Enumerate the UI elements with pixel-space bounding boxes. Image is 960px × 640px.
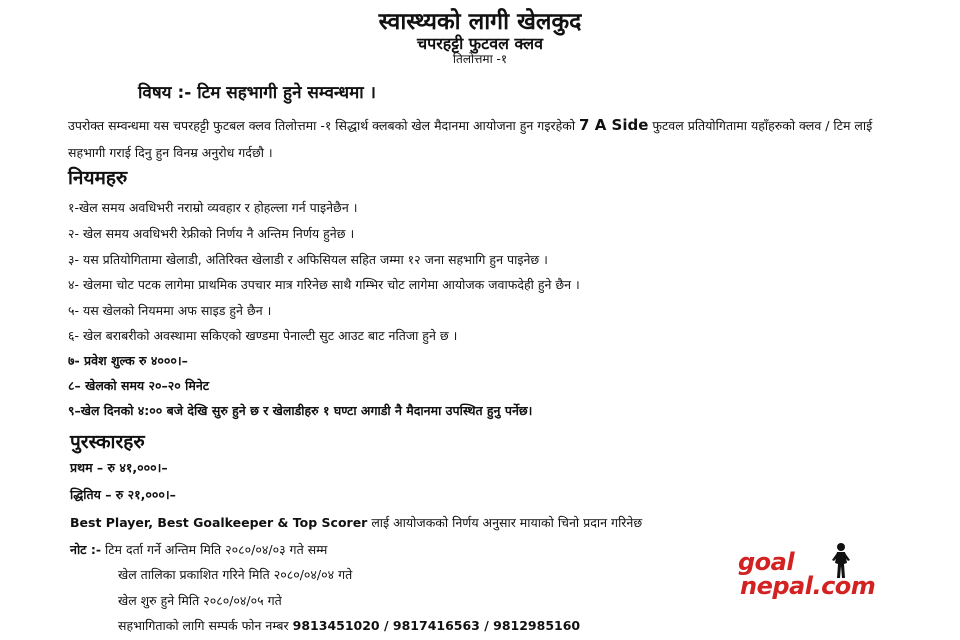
rule-item: ३- यस प्रतियोगितामा खेलाडी, अतिरिक्त खेलाडी र अफिसियल सहित जम्मा १२ जना सहभागि हुन पाइनेछ । [68, 252, 548, 267]
awards-line [70, 514, 642, 531]
rule-item: ९–खेल दिनको ४:०० बजे देखि सुरु हुने छ र खेलाडीहरु १ घण्टा अगाडी नै मैदानमा उपस्थित हुनु पर्नेछ। [68, 403, 533, 418]
intro-text-2: फुटवल प्रतियोगितामा यहाँहरुको क्लव / टिम लाई सहभागी गराई दिनु हुन विनम्र अनुरोध गर्दछौ । [68, 118, 873, 160]
note-contact [118, 617, 580, 634]
logo-text-goal: goal [738, 548, 795, 576]
contact-phones: 9813451020 / 9817416563 / 9812985160 [292, 618, 581, 633]
intro-text-1: उपरोक्त सम्वन्धमा यस चपरहट्टी फुटबल क्लव तिलोत्तमा -१ सिद्धार्थ क्लबको खेल मैदानमा आयोजना हुन गइरहेको [68, 118, 580, 133]
goalnepal-logo [738, 544, 910, 604]
prize-first: प्रथम – रु ४१,०००।– [70, 460, 168, 475]
rule-item: ५- यस खेलको नियममा अफ साइड हुने छैन । [68, 303, 272, 318]
prizes-heading: पुरस्कारहरु [70, 431, 145, 453]
contact-label: सहभागिताको लागि सम्पर्क फोन नम्बर [118, 618, 293, 633]
note-deadline-text: टिम दर्ता गर्ने अन्तिम मिति २०८०/०४/०३ गते सम्म [101, 542, 328, 557]
club-location: तिलोत्तमा -१ [452, 52, 508, 66]
note-deadline [70, 541, 327, 558]
rule-item: ४- खेलमा चोट पटक लागेमा प्राथमिक उपचार मात्र गरिनेछ साथै गम्भिर चोट लागेमा आयोजक जवाफदेही हुने छैन । [68, 277, 580, 292]
rule-item: ८– खेलको समय २०–२० मिनेट [68, 378, 210, 393]
prize-second: द्धितिय – रु २१,०००।– [70, 487, 176, 502]
subject-line: विषय :- टिम सहभागी हुने सम्वन्धमा । [138, 83, 376, 103]
intro-paragraph [68, 112, 900, 166]
document-title: स्वास्थ्यको लागी खेलकुद [378, 9, 582, 35]
rules-heading: नियमहरु [68, 167, 128, 189]
note-label: नोट :- [70, 542, 102, 557]
footballer-silhouette-icon [824, 542, 858, 582]
rule-item: ७- प्रवेश शुल्क रु ४०००।– [68, 353, 188, 368]
intro-format: 7 A Side [579, 116, 649, 134]
awards-names: Best Player, Best Goalkeeper & Top Scorer [70, 515, 368, 530]
rule-item: ६- खेल बराबरीको अवस्थामा सकिएको खण्डमा पेनाल्टी सुट आउट बाट नतिजा हुने छ । [68, 328, 458, 343]
logo-text-nepal: nepal.com [740, 572, 876, 600]
note-start: खेल शुरु हुने मिति २०८०/०४/०५ गते [118, 593, 282, 608]
awards-text: लाई आयोजकको निर्णय अनुसार मायाको चिनो प्रदान गरिनेछ [367, 515, 643, 530]
rule-item: १-खेल समय अवधिभरी नराम्रो व्यवहार र होहल्ला गर्न पाइनेछैन । [68, 200, 358, 215]
note-schedule: खेल तालिका प्रकाशित गरिने मिति २०८०/०४/०४ गते [118, 567, 353, 582]
club-name: चपरहट्टी फुटवल क्लव [416, 34, 543, 53]
rule-item: २- खेल समय अवधिभरी रेफ्रीको निर्णय नै अन्तिम निर्णय हुनेछ । [68, 226, 355, 241]
